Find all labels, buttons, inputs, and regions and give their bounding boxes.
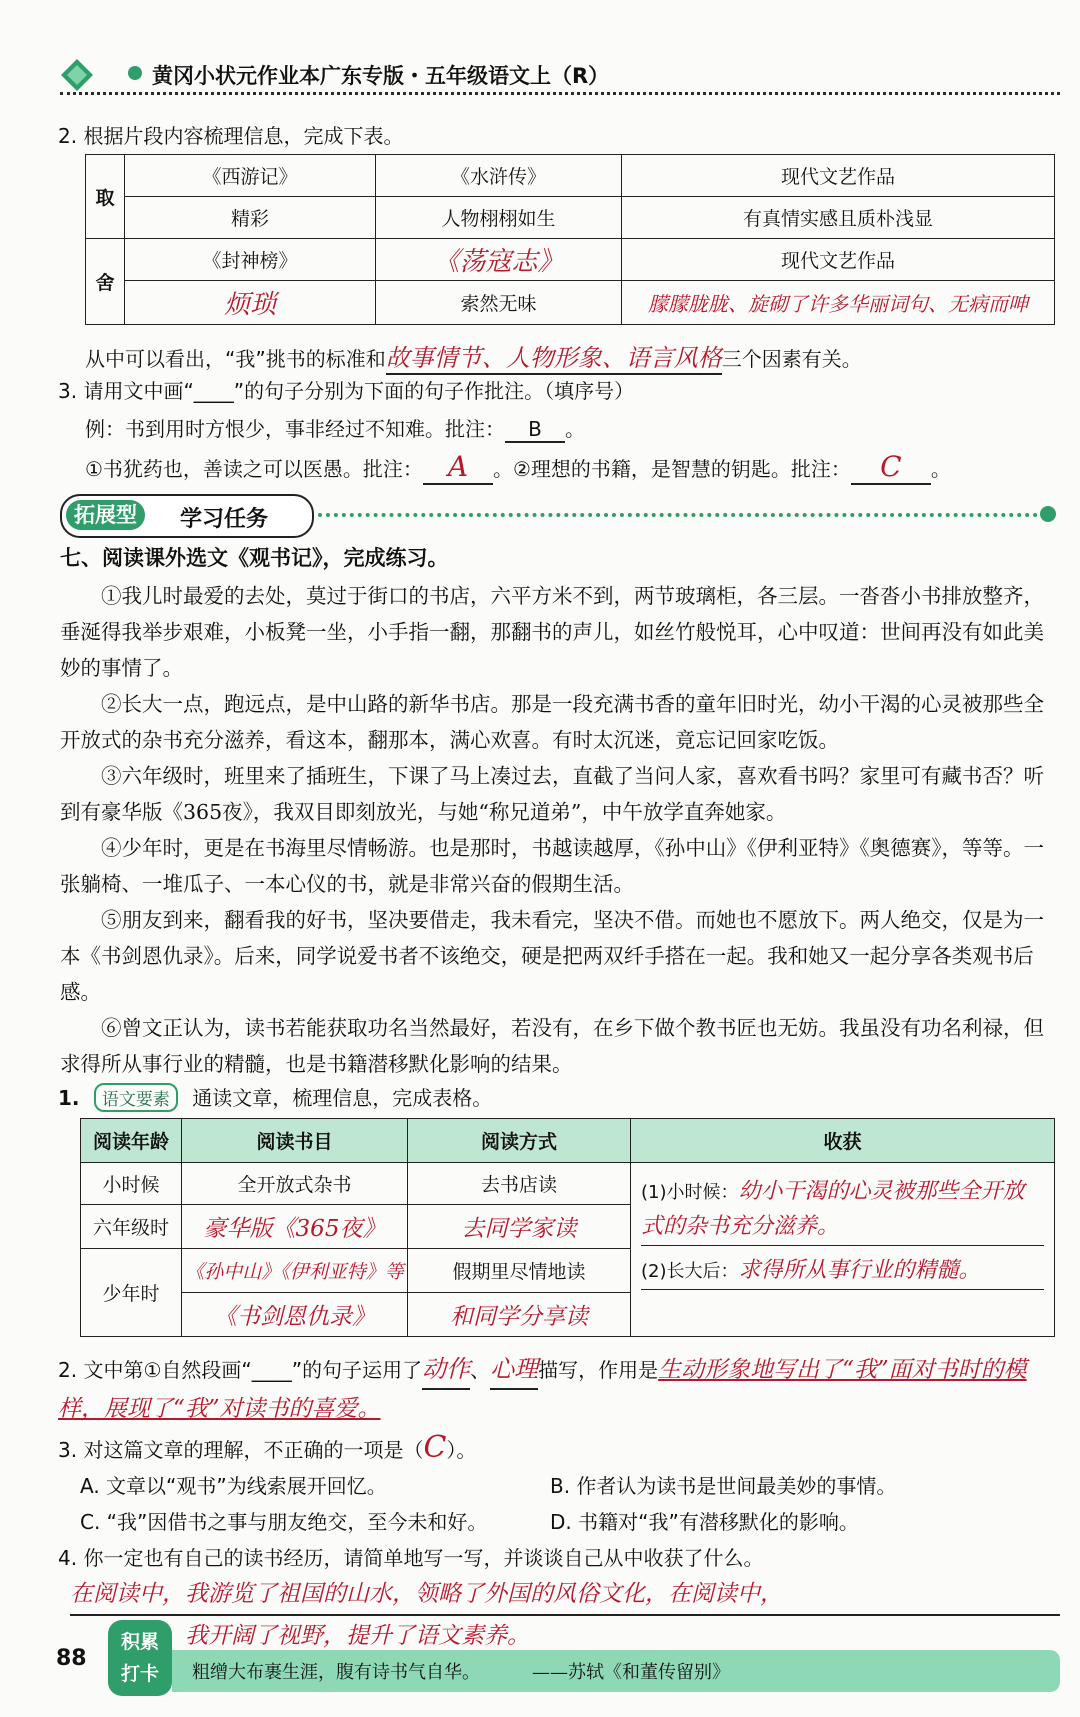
harvest2-answer: 求得所从事行业的精髓。 <box>738 1258 981 1283</box>
harvest1-label: (1)小时候： <box>641 1182 739 1203</box>
ex2-sep: 、 <box>470 1358 491 1382</box>
section-dotted-line <box>318 513 1038 517</box>
summary-post: 三个因素有关。 <box>721 347 862 371</box>
table-cell: 有真情实感且质朴浅显 <box>622 197 1055 239</box>
answer-cell: 《孙中山》《伊利亚特》等 <box>182 1249 408 1293</box>
ex3-stem-line <box>58 1430 476 1465</box>
answer-cell: 去同学家读 <box>408 1205 631 1249</box>
ex3-stem-end: ）。 <box>446 1438 477 1462</box>
option-d: D. 书籍对“我”有潜移默化的影响。 <box>550 1510 859 1534</box>
ex4-answer-line2: 我开阔了视野，提升了语文素养。 <box>185 1623 530 1649</box>
table-cell: 精彩 <box>125 197 376 239</box>
passage-p1: ①我儿时最爱的去处，莫过于街口的书店，六平方米不到，两节玻璃柜，各三层。一沓沓小书排放整齐，垂涎得我举步艰难，小板凳一坐，小手指一翻，那翻书的声儿，如丝竹般悦耳，心中叹道：世间再没有如此美妙的事情了。 <box>60 584 1044 680</box>
ex1-num: 1. <box>58 1086 80 1110</box>
passage-p3: ③六年级时，班里来了插班生，下课了马上凑过去，直截了当问人家，喜欢看书吗？家里可有藏书否？听到有豪华版《365夜》，我双目即刻放光，与她“称兄道弟”，中午放学直奔她家。 <box>60 764 1044 824</box>
badge-line1: 积累 <box>120 1631 159 1653</box>
ex4-answer-line1: 在阅读中，我游览了祖国的山水，领略了外国的风俗文化，在阅读中， <box>70 1574 1060 1616</box>
q3-stem: 3. 请用文中画“____”的句子分别为下面的句子作批注。（填序号） <box>58 379 635 403</box>
row-label-qu: 取 <box>86 155 125 239</box>
footer-quote: 粗缯大布裹生涯，腹有诗书气自华。 <box>192 1662 480 1683</box>
period: 。 <box>930 457 951 481</box>
header-title: 黄冈小状元作业本广东专版・五年级语文上（R） <box>152 64 610 88</box>
section-banner <box>60 494 314 538</box>
table-cell: 《封神榜》 <box>125 239 376 281</box>
header-diamond-icon <box>60 58 94 92</box>
table-header: 阅读书目 <box>182 1119 408 1163</box>
table-cell: 少年时 <box>81 1249 182 1337</box>
ex2-pre: 2. 文中第①自然段画“____”的句子运用了 <box>58 1358 423 1382</box>
table-cell: 《水浒传》 <box>376 155 622 197</box>
q2-table <box>85 154 1055 325</box>
table-header: 阅读方式 <box>408 1119 631 1163</box>
ex2-ans1: 动作 <box>422 1350 470 1390</box>
header-dot-icon <box>128 66 142 80</box>
harvest-cell <box>631 1163 1055 1337</box>
table-cell: 去书店读 <box>408 1163 631 1205</box>
passage-p4: ④少年时，更是在书海里尽情畅游。也是那时，书越读越厚，《孙中山》《伊利亚特》《奥德赛》，等等。一张躺椅、一堆瓜子、一本心仪的书，就是非常兴奋的假期生活。 <box>60 836 1044 896</box>
ex1-header <box>58 1082 492 1112</box>
option-a: A. 文章以“观书”为线索展开回忆。 <box>80 1474 387 1498</box>
ex4-stem: 4. 你一定也有自己的读书经历，请简单地写一写，并谈谈自己从中收获了什么。 <box>58 1546 764 1570</box>
row-label-she: 舍 <box>86 239 125 325</box>
passage-title: 七、阅读课外选文《观书记》，完成练习。 <box>60 546 449 570</box>
ex3-stem: 3. 对这篇文章的理解，不正确的一项是（ <box>58 1438 424 1462</box>
period: 。 <box>492 457 513 481</box>
answer-cell: 朦朦胧胧、旋砌了许多华丽词句、无病而呻 <box>622 281 1055 325</box>
passage-p5: ⑤朋友到来，翻看我的好书，坚决要借走，我未看完，坚决不借。而她也不愿放下。两人绝交，仅是为一本《书剑恩仇录》。后来，同学说爱书者不该绝交，硬是把两双纤手搭在一起。我和她又一起分享各类观书后感。 <box>60 908 1044 1004</box>
table-cell: 现代文艺作品 <box>622 239 1055 281</box>
ex1-table <box>80 1118 1055 1337</box>
ex2-ans2: 心理 <box>490 1350 538 1390</box>
ex1-stem: 通读文章，梳理信息，完成表格。 <box>192 1086 493 1110</box>
page-number: 88 <box>56 1646 87 1671</box>
passage-p2: ②长大一点，跑远点，是中山路的新华书店。那是一段充满书香的童年旧时光，幼小干渴的心灵被那些全开放式的杂书充分滋养，看这本，翻那本，满心欢喜。有时太沉迷，竟忘记回家吃饭。 <box>60 692 1044 752</box>
ex2-ans3: 生动形象地写出了“我”面对书时的模样，展现了“我”对读书的喜爱。 <box>58 1357 1027 1422</box>
q3-items <box>85 450 951 485</box>
table-cell: 假期里尽情地读 <box>408 1249 631 1293</box>
harvest2-label: (2)长大后： <box>641 1261 739 1282</box>
harvest1-answer: 幼小干渴的心灵被那些全开放式的杂书充分滋养。 <box>641 1179 1025 1239</box>
table-cell: 现代文艺作品 <box>622 155 1055 197</box>
ex3-answer: C <box>423 1430 447 1465</box>
summary-answer: 故事情节、人物形象、语言风格 <box>386 338 722 375</box>
header-divider <box>60 92 1060 95</box>
q3-example <box>85 413 585 443</box>
item2-text: ②理想的书籍，是智慧的钥匙。批注： <box>512 457 851 481</box>
answer-cell: 烦琐 <box>125 281 376 325</box>
answer-cell: 豪华版《365夜》 <box>182 1205 408 1249</box>
table-cell: 索然无味 <box>376 281 622 325</box>
table-cell: 小时候 <box>81 1163 182 1205</box>
option-b: B. 作者认为读书是世间最美妙的事情。 <box>550 1474 897 1498</box>
summary-pre: 从中可以看出，“我”挑书的标准和 <box>85 347 386 371</box>
q2-summary <box>85 338 862 375</box>
table-cell: 六年级时 <box>81 1205 182 1249</box>
item1-text: ①书犹药也，善读之可以医愚。批注： <box>85 457 423 481</box>
table-header: 阅读年龄 <box>81 1119 182 1163</box>
footer-source: ——苏轼《和董传留别》 <box>532 1662 730 1683</box>
answer-cell: 和同学分享读 <box>408 1293 631 1337</box>
answer-cell: 《荡寇志》 <box>376 239 622 281</box>
table-cell: 《西游记》 <box>125 155 376 197</box>
section-badge: 拓展型 <box>66 500 145 530</box>
example-text: 例：书到用时方恨少，事非经过不知难。批注： <box>85 417 505 441</box>
ex1-tag: 语文要素 <box>94 1083 178 1112</box>
q2-stem: 2. 根据片段内容梳理信息，完成下表。 <box>58 124 404 148</box>
table-cell: 人物栩栩如生 <box>376 197 622 239</box>
footer-band <box>172 1650 1060 1692</box>
section-end-dot-icon <box>1040 506 1056 522</box>
answer-cell: 《书剑恩仇录》 <box>182 1293 408 1337</box>
ex2 <box>58 1350 1058 1428</box>
footer-badge <box>108 1620 172 1696</box>
passage-p6: ⑥曾文正认为，读书若能获取功名当然最好，若没有，在乡下做个教书匠也无妨。我虽没有功名利禄，但求得所从事行业的精髓，也是书籍潜移默化影响的结果。 <box>60 1016 1044 1076</box>
item2-answer: C <box>851 450 931 485</box>
ex2-mid: 描写，作用是 <box>538 1358 659 1382</box>
table-cell: 全开放式杂书 <box>182 1163 408 1205</box>
table-header: 收获 <box>631 1119 1055 1163</box>
section-title: 学习任务 <box>180 507 269 532</box>
badge-line2: 打卡 <box>120 1663 159 1685</box>
example-answer: B <box>505 417 565 443</box>
period: 。 <box>565 417 585 441</box>
option-c: C. “我”因借书之事与朋友绝交，至今未和好。 <box>80 1510 488 1534</box>
item1-answer: A <box>423 450 493 485</box>
